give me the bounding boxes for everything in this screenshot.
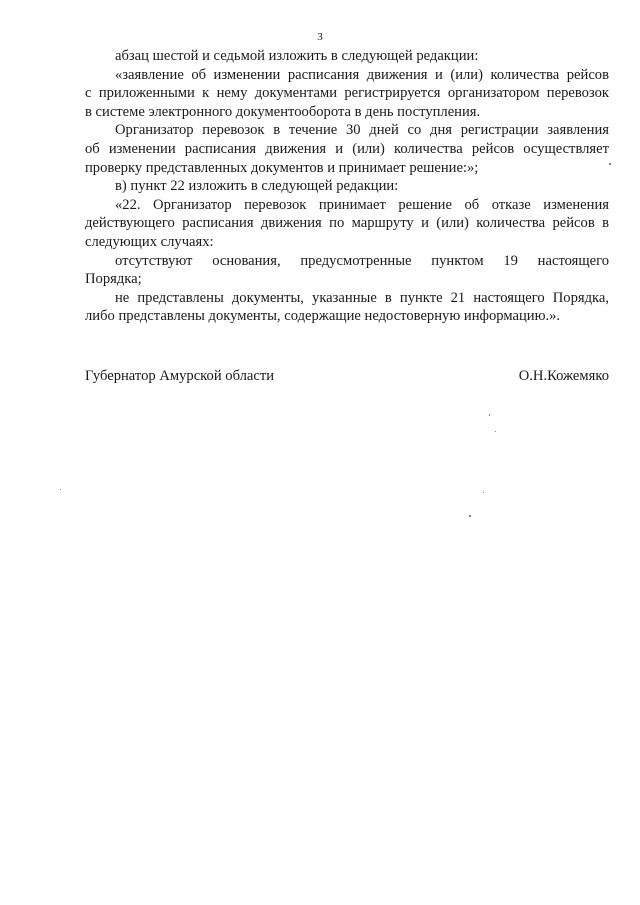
scan-speck: [489, 414, 490, 416]
paragraph-line: Организатор перевозок в течение 30 дней со дня регистрации заявления: [115, 122, 609, 139]
paragraph-line: Порядка;: [85, 271, 142, 288]
paragraph-line: в системе электронного документооборота в день поступления.: [85, 103, 481, 120]
scan-speck: [609, 163, 611, 165]
document-body: [85, 47, 609, 326]
paragraph-line: об изменении расписания движения и (или) количества рейсов осуществляет: [85, 140, 609, 157]
paragraph-line: «заявление об изменении расписания движения и (или) количества рейсов: [115, 66, 609, 83]
scan-speck: [469, 515, 471, 517]
paragraph-line: отсутствуют основания, предусмотренные пунктом 19 настоящего: [115, 252, 609, 269]
paragraph-line: не представлены документы, указанные в пункте 21 настоящего Порядка,: [115, 289, 609, 306]
paragraph-line: в) пункт 22 изложить в следующей редакции:: [115, 178, 399, 195]
paragraph-line: либо представлены документы, содержащие недостоверную информацию.».: [85, 308, 561, 325]
scan-speck: [483, 492, 484, 493]
paragraph-line: действующего расписания движения по маршруту и (или) количества рейсов в: [85, 215, 609, 232]
paragraph-line: следующих случаях:: [85, 233, 214, 250]
page-number: 3: [317, 31, 323, 43]
scan-speck: [495, 431, 496, 432]
paragraph-line: абзац шестой и седьмой изложить в следующей редакции:: [115, 48, 479, 64]
signatory-name: О.Н.Кожемяко: [518, 368, 609, 384]
signatory-title: Губернатор Амурской области: [85, 368, 275, 384]
paragraph-line: проверку представленных документов и принимает решение:»;: [85, 159, 479, 176]
scan-speck: [60, 489, 61, 490]
paragraph-line: «22. Организатор перевозок принимает решение об отказе изменения: [115, 196, 609, 213]
paragraph-line: с приложенными к нему документами регистрируется организатором перевозок: [85, 85, 609, 102]
